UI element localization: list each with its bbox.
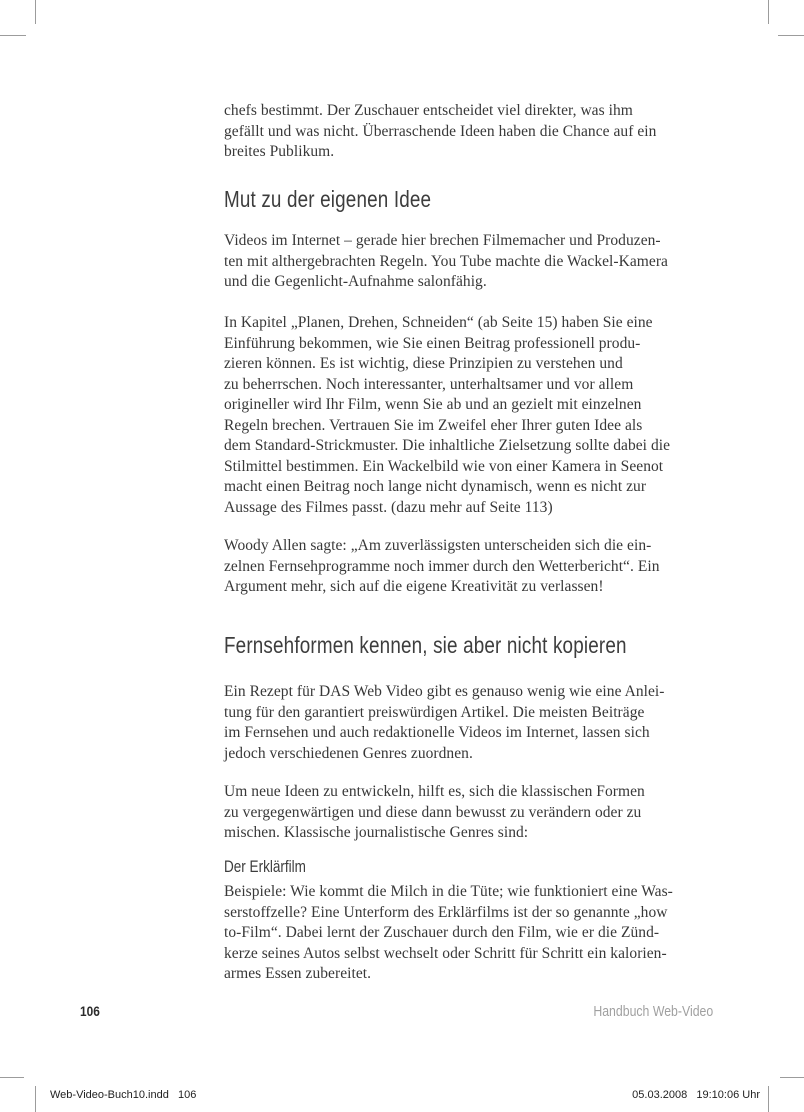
- subheading-der-erklaerfilm: Der Erklärfilm: [224, 858, 306, 876]
- section-heading-mut-zu-der-eigenen-idee: Mut zu der eigenen Idee: [224, 186, 432, 212]
- crop-mark-bottom-right-horizontal: [780, 1077, 804, 1078]
- running-title: Handbuch Web-Video: [593, 1003, 713, 1020]
- paragraph-videos-im-internet: Videos im Internet – gerade hier brechen Filmemacher und Produzen- ten mit althergebrachten Regeln. You Tube machte die Wackel-Kamera und die Gegenlicht-Aufnahme salonfähig.: [224, 232, 668, 290]
- crop-mark-bottom-right-vertical: [768, 1086, 769, 1112]
- slug-datetime: 05.03.2008 19:10:06 Uhr: [632, 1089, 760, 1101]
- paragraph-ein-rezept: Ein Rezept für DAS Web Video gibt es genauso wenig wie eine Anlei- tung für den garantiert preiswürdigen Artikel. Die meisten Beiträge im Fernsehen und auch redaktionelle Videos im Internet, lassen sich jedoch verschiedenen Genres zuordnen.: [224, 683, 665, 762]
- slug-filename: Web-Video-Buch10.indd 106: [50, 1089, 197, 1101]
- page-number: 106: [80, 1004, 100, 1019]
- paragraph-in-kapitel: In Kapitel „Planen, Drehen, Schneiden“ (ab Seite 15) haben Sie eine Einführung bekommen, wie Sie einen Beitrag professionell produ- zieren können. Es ist wichtig, diese Prinzipien zu verstehen und zu beherrschen. Noch interessanter, unterhaltsamer und vor allem origineller wird Ihr Film, wenn Sie ab und an gezielt mit einzelnen Regeln brechen. Vertrauen Sie im Zweifel eher Ihrer guten Idee als dem Standard-Strickmuster. Die inhaltliche Zielsetzung sollte dabei die Stilmittel bestimmen. Ein Wackelbild wie von einer Kamera in Seenot macht einen Beitrag noch lange nicht dynamisch, wenn es nicht zur Aussage des Filmes passt. (dazu mehr auf Seite 113): [224, 314, 671, 516]
- paragraph-woody-allen: Woody Allen sagte: „Am zuverlässigsten unterscheiden sich die ein- zelnen Fernsehprogramme noch immer durch den Wetterbericht“. Ein Argument mehr, sich auf die eigene Kreativität zu verlassen!: [224, 537, 660, 595]
- crop-mark-top-left-vertical: [35, 0, 36, 24]
- crop-mark-top-right-horizontal: [778, 35, 804, 36]
- crop-mark-top-left-horizontal: [0, 35, 26, 36]
- section-heading-fernsehformen: Fernsehformen kennen, sie aber nicht kopieren: [224, 632, 627, 658]
- crop-mark-bottom-left-horizontal: [0, 1077, 24, 1078]
- paragraph-beispiele: Beispiele: Wie kommt die Milch in die Tüte; wie funktioniert eine Was- serstoffzelle? Eine Unterform des Erklärfilms ist der so genannte „how to-Film“. Dabei lernt der Zuschauer durch den Film, wie er die Zünd- kerze seines Autos selbst wechselt oder Schritt für Schritt ein kalorien- armes Essen zubereitet.: [224, 883, 673, 982]
- paragraph-intro: chefs bestimmt. Der Zuschauer entscheidet viel direkter, was ihm gefällt und was nicht. Überraschende Ideen haben die Chance auf ein breites Publikum.: [224, 102, 657, 160]
- crop-mark-top-right-vertical: [768, 0, 769, 24]
- crop-mark-bottom-left-vertical: [35, 1086, 36, 1112]
- paragraph-um-neue-ideen: Um neue Ideen zu entwickeln, hilft es, sich die klassischen Formen zu vergegenwärtigen und diese dann bewusst zu verändern oder zu mischen. Klassische journalistische Genres sind:: [224, 783, 645, 841]
